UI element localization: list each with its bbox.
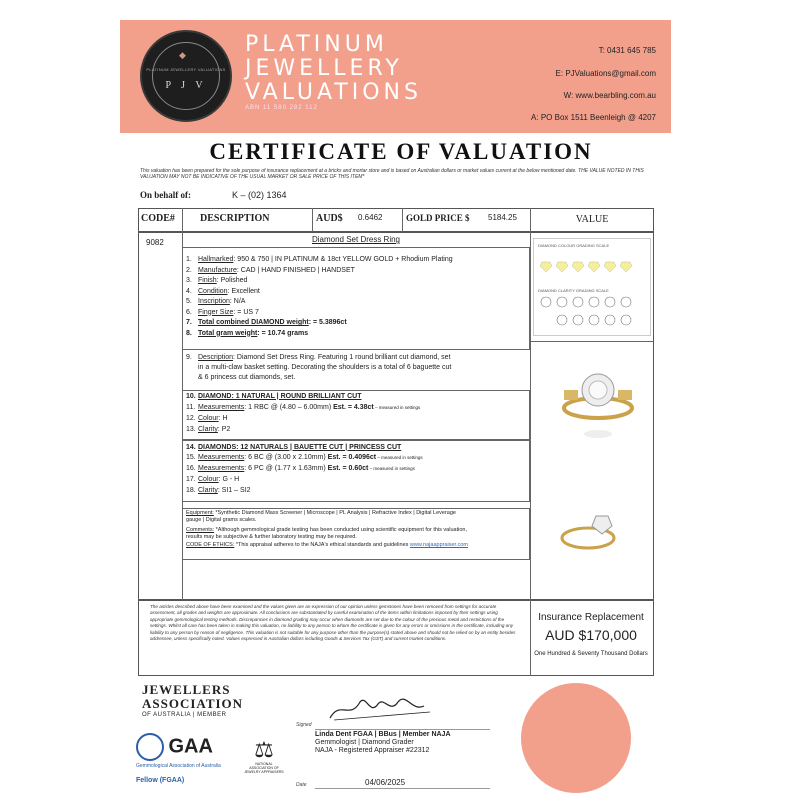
- colour-scale-title: DIAMOND COLOUR GRADING SCALE: [538, 243, 610, 248]
- aud-label: AUD$: [316, 213, 343, 224]
- clarity-scale-title: DIAMOND CLARITY GRADING SCALE: [538, 288, 609, 293]
- contact-address: A: PO Box 1511 Beenleigh @ 4207: [531, 113, 656, 122]
- jaa-logo: JEWELLERS ASSOCIATION: [142, 682, 244, 711]
- detail-row: 5. Inscription: N/A: [186, 298, 246, 305]
- comments-note: Comments: *Although gemmological grade testing has been conducted using scientific equipment for this valuation,: [186, 527, 467, 533]
- signature: [320, 690, 440, 726]
- detail-row: 18. Clarity: SI1 – SI2: [186, 487, 251, 494]
- contact-email: E: PJValuations@gmail.com: [555, 69, 656, 78]
- item-9: 9. Description: Diamond Set Dress Ring. Featuring 1 round brilliant cut diamond, set: [186, 354, 451, 361]
- detail-row: 1. Hallmarked: 950 & 750 | IN PLATINUM & 18ct YELLOW GOLD + Rhodium Plating: [186, 256, 453, 263]
- contact-website: W: www.bearbling.com.au: [563, 91, 656, 100]
- diamond-1-header: 10. DIAMOND: 1 NATURAL | ROUND BRILLIANT CUT: [186, 393, 362, 400]
- gold-price-value: 5184.25: [488, 213, 517, 222]
- valuation-date: 04/06/2025: [365, 778, 406, 787]
- ring-photo-top: [556, 368, 640, 444]
- code-header: CODE#: [141, 213, 175, 224]
- detail-row: 6. Finger Size: = US 7: [186, 308, 259, 316]
- detail-row: 11. Measurements: 1 RBC @ (4.80 – 6.00mm) Est. = 4.38ct – measured in settings: [186, 404, 421, 411]
- equipment-note: Equipment: *Synthetic Diamond Mass Screener | Microscope | PL Analysis | Refractive Index | Digital Leverage: [186, 510, 456, 516]
- contact-phone: T: 0431 645 785: [598, 46, 656, 55]
- insurance-value: AUD $170,000: [545, 627, 637, 643]
- detail-row: 13. Clarity: P2: [186, 426, 231, 433]
- behalf-label: On behalf of:: [140, 190, 192, 200]
- detail-row: 17. Colour: G - H: [186, 476, 240, 483]
- detail-row: 2. Manufacture: CAD | HAND FINISHED | HANDSET: [186, 266, 355, 274]
- pjv-logo: ◆ PLATINUM JEWELLERY VALUATIONS P J V: [140, 30, 232, 122]
- insurance-words: One Hundred & Seventy Thousand Dollars: [534, 651, 648, 657]
- aud-value: 0.6462: [358, 213, 383, 222]
- detail-row: 7. Total combined DIAMOND weight: = 5.3896ct: [186, 319, 347, 326]
- abn-number: ABN 11 580 282 112: [245, 105, 318, 111]
- brand-name: PLATINUM JEWELLERY VALUATIONS: [245, 32, 422, 105]
- naja-link[interactable]: www.najaappraiser.com: [409, 542, 469, 548]
- detail-row: 12. Colour: H: [186, 415, 228, 422]
- ethics-note: CODE OF ETHICS: *This appraisal adheres to the NAJA's ethical standards and guidelines www.najaappraiser.com: [186, 542, 469, 548]
- bottom-disclaimer: The articles described above have been examined and the values given are an expression of our opinion unless gemstones have been removed from settings for accurate assessment, all grades and weights are approximate. All conclusions are substantiated by careful examination of the items within limitations imposed by their settings using appropriate gemmological testing methods. Discrepancies in diamond grading may occur when diamonds are set due to the colour of the precious metal and restrictions of the settings. Whilst all care has been taken in making this valuation, no liability to any person to whom the certificate is given for any errors or omissions in the certificate, including any liability to any person by reason of negligence. This valuation is not suitable for any purpose other than the purpose(s) stated above and should not be relied on by an entity besides addressee, unless specifically noted. Values expressed in Australian dollars including Goods & Services Tax (GST) and current market conditions.: [150, 604, 516, 642]
- certificate-title: CERTIFICATE OF VALUATION: [209, 139, 593, 164]
- detail-row: 8. Total gram weight: = 10.74 grams: [186, 329, 309, 337]
- detail-row: 15. Measurements: 6 BC @ (3.00 x 2.10mm) Est. = 0.4096ct – measured in settings: [186, 454, 423, 461]
- signer-details: Linda Dent FGAA | BBus | Member NAJA Gemmologist | Diamond Grader NAJA - Registered Appraiser #22312: [315, 731, 451, 754]
- gold-price-label: GOLD PRICE $: [406, 213, 470, 223]
- naja-logo: ⚖ NATIONAL ASSOCIATION OF JEWELRY APPRAISERS: [244, 737, 284, 774]
- description-header: DESCRIPTION: [200, 213, 270, 224]
- jaa-subtitle: OF AUSTRALIA | MEMBER: [142, 712, 227, 718]
- top-disclaimer: This valuation has been prepared for the sole purpose of insurance replacement at a bricks and mortar store and is based on Australian dollars or market values current at the below mentioned date. THE VALUE NOTED IN THIS VALUATION MAY NOT BE INDICATIVE OF THE USUAL MARKET OR SALE PRICE OF THIS ITEM*: [140, 168, 644, 180]
- diamond-2-header: 14. DIAMONDS: 12 NATURALS | BAUETTE CUT | PRINCESS CUT: [186, 444, 402, 451]
- value-header: VALUE: [575, 214, 609, 225]
- detail-row: 4. Condition: Excellent: [186, 287, 260, 295]
- item-title: Diamond Set Dress Ring: [311, 235, 401, 244]
- gem-icon: ◆: [179, 50, 186, 60]
- detail-row: 3. Finish: Polished: [186, 277, 248, 284]
- diamond-icon: [136, 733, 164, 761]
- item-code: 9082: [146, 238, 164, 247]
- scales-icon: ⚖: [254, 737, 274, 762]
- detail-row: 16. Measurements: 6 PC @ (1.77 x 1.63mm) Est. = 0.60ct – measured in settings: [186, 465, 415, 472]
- behalf-value: K – (02) 1364: [232, 190, 287, 200]
- gaa-logo: GAA Gemmological Association of Australia Fellow (FGAA): [136, 733, 221, 784]
- company-seal: [521, 683, 631, 793]
- ring-photo-side: [550, 508, 630, 558]
- insurance-label: Insurance Replacement: [538, 612, 644, 623]
- grading-scale-graphic: [536, 250, 648, 334]
